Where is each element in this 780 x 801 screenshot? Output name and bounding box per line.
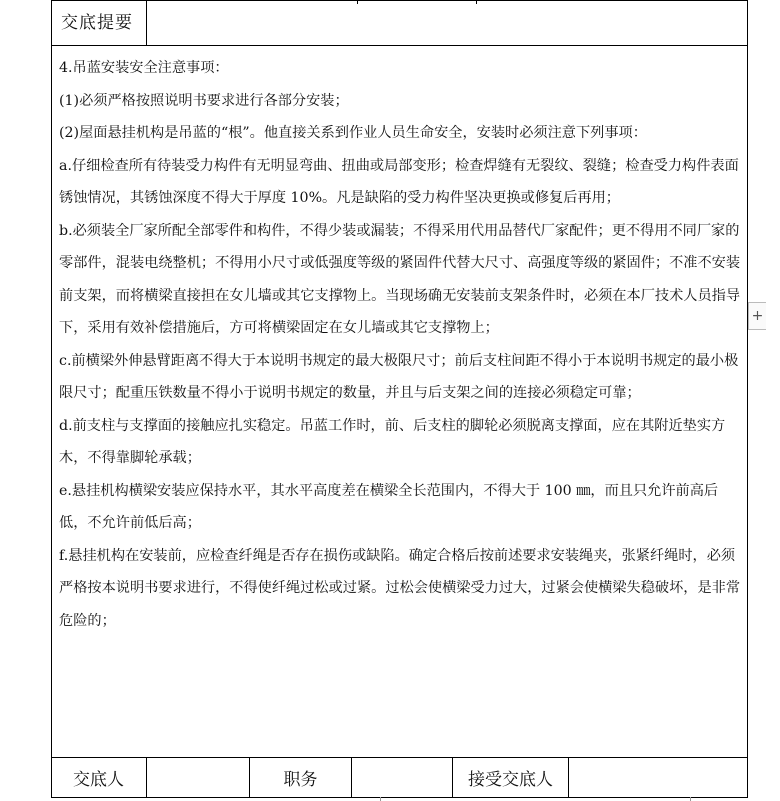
content-line: e.悬挂机构横梁安装应保持水平，其水平高度差在横梁全长范围内，不得大于 100 ㎜，而且只允许前高后低，不允许前低后高；	[59, 482, 719, 531]
content-line: (2)屋面悬挂机构是吊蓝的“根”。他直接关系到作业人员生命安全，安装时必须注意下列事项：	[59, 125, 647, 141]
content-line: a.仔细检查所有待装受力构件有无明显弯曲、扭曲或局部变形；检查焊缝有无裂纹、裂缝；检查受力构件表面锈蚀情况，其锈蚀深度不得大于厚度 10%。凡是缺陷的受力构件坚决更换或修复后再用；	[59, 157, 739, 206]
ruler-tick	[690, 797, 691, 801]
content-line: 4.吊蓝安装安全注意事项：	[59, 60, 229, 76]
receiver-field[interactable]	[569, 759, 747, 795]
header-label: 交底提要	[61, 13, 133, 33]
add-row-button[interactable]: +	[748, 302, 766, 330]
handover-person-field[interactable]	[147, 759, 249, 795]
content-line: b.必须装全厂家所配全部零件和构件，不得少装或漏装；不得采用代用品替代厂家配件；更不得用不同厂家的零部件，混装电绕整机；不得用小尺寸或低强度等级的紧固件代替大尺寸、高强度等级的紧固件；不准不安装前支架，而将横梁直接担在女儿墙或其它支撑物上。当现场确无安装前支架条件时，必须在本厂技术人员指导下，采用有效补偿措施后，方可将横梁固定在女儿墙或其它支撑物上；	[59, 222, 741, 336]
top-stub-2	[476, 0, 477, 4]
position-field[interactable]	[352, 759, 452, 795]
content-body	[59, 52, 741, 637]
top-stub-1	[357, 0, 358, 4]
header-divider	[146, 0, 147, 46]
content-line: f.悬挂机构在安装前，应检查纤绳是否存在损伤或缺陷。确定合格后按前述要求安装绳夹，张紧纤绳时，必须严格按本说明书要求进行，不得使纤绳过松或过紧。过松会使横梁受力过大，过紧会使横梁失稳破坏，是非常危险的；	[59, 547, 741, 629]
footer-top-rule	[51, 757, 748, 758]
content-line: d.前支柱与支撑面的接触应扎实稳定。吊蓝工作时，前、后支柱的脚轮必须脱离支撑面，应在其附近垫实方木，不得靠脚轮承载；	[59, 417, 726, 466]
receiver-label: 接受交底人	[468, 769, 553, 790]
handover-table	[51, 0, 748, 798]
handover-person-label: 交底人	[73, 769, 124, 790]
ruler-tick	[380, 797, 381, 801]
position-label: 职务	[283, 769, 318, 790]
content-line: c.前横梁外伸悬臂距离不得大于本说明书规定的最大极限尺寸；前后支柱间距不得小于本说明书规定的最小极限尺寸；配重压铁数量不得小于说明书规定的数量，并且与后支架之间的连接必须稳定可靠；	[59, 352, 739, 401]
content-line: (1)必须严格按照说明书要求进行各部分安装；	[59, 92, 349, 109]
header-bottom-rule	[51, 45, 748, 46]
